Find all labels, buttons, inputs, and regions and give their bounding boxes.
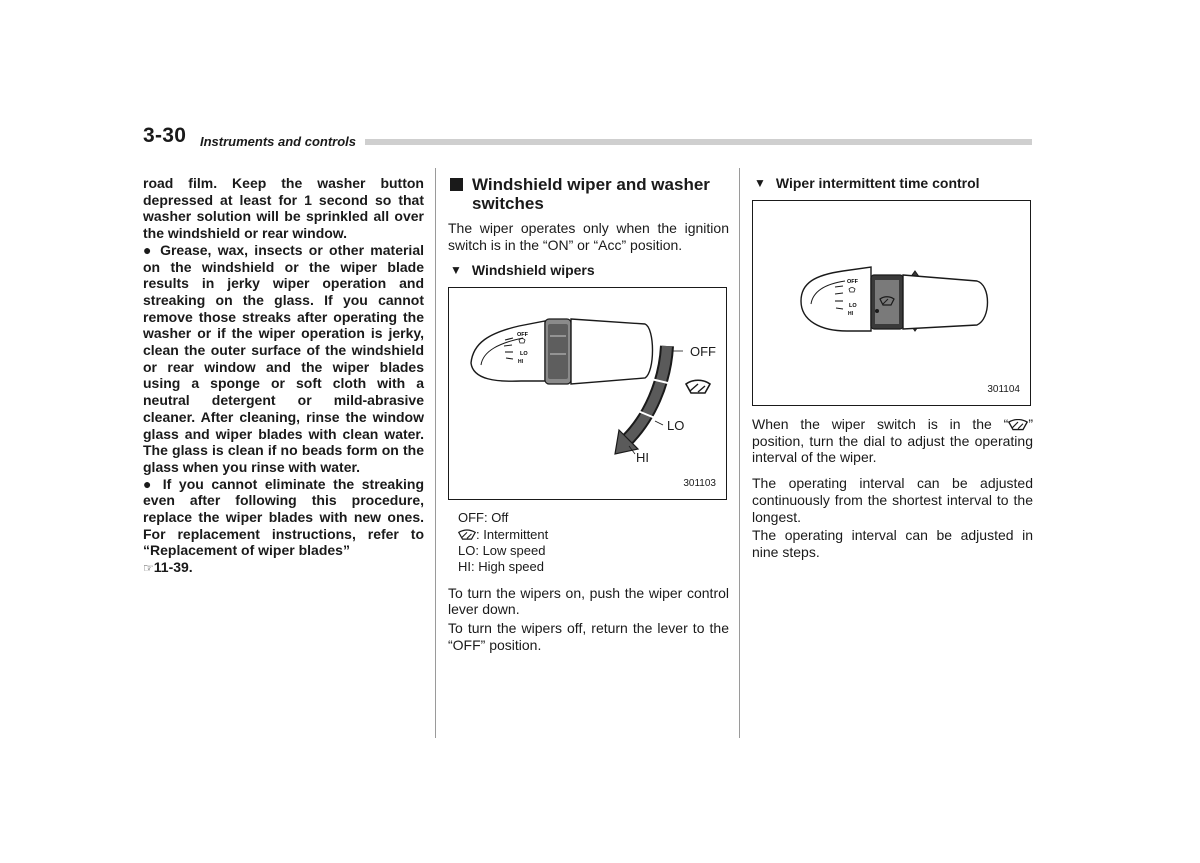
page-header <box>143 124 1032 154</box>
label-hi: HI <box>636 450 649 466</box>
mark-lo: LO <box>849 303 857 309</box>
bullet-icon: ● <box>143 241 161 258</box>
page-number: 3-30 <box>143 124 187 147</box>
intermittent-icon <box>1008 419 1028 431</box>
para-nine-steps: The operating interval can be adjusted in nine steps. <box>752 527 1033 560</box>
triangle-down-icon: ▼ <box>450 263 462 278</box>
column-2 <box>448 175 729 662</box>
label-lo: LO <box>667 418 685 434</box>
column-3 <box>752 175 1033 570</box>
legend-lo: LO: Low speed <box>458 543 546 558</box>
intermittent-symbol-icon <box>686 381 710 394</box>
subheading-intermittent-control: ▼ Wiper intermittent time control <box>754 175 980 191</box>
col1-para1: road film. Keep the washer button depressed at least for 1 second so that washer solution will be sprinkled all over the windshield or rear window. <box>143 175 424 242</box>
legend <box>458 510 729 575</box>
figure-intermittent-dial <box>752 200 1031 406</box>
mark-off: OFF <box>517 332 528 339</box>
legend-hi: HI: High speed <box>458 559 544 575</box>
col1-bullet1: ● Grease, wax, insects or other material on the windshield or the wiper blade results in jerky wiper operation and streaking on the glass. If you cannot remove those streaks after operating the washer or if the wiper operation is jerky, clean the outer surface of the windshield or rear window and the wiper blades using a sponge or soft cloth with a neutral detergent or mild-abrasive cleaner. After cleaning, rinse the window glass and wiper blades with clean water. The glass is clean if no beads form on the glass when you rinse with water. <box>143 241 424 475</box>
triangle-down-icon: ▼ <box>754 176 766 190</box>
subheading-windshield-wipers: ▼ Windshield wipers <box>450 262 595 279</box>
page-ref[interactable]: 11-39. <box>153 559 193 576</box>
mark-off: OFF <box>847 279 858 285</box>
para-wipers-on: To turn the wipers on, push the wiper control lever down. <box>448 584 729 618</box>
intermittent-icon <box>458 529 476 541</box>
legend-int: : Intermittent <box>458 527 729 543</box>
intro-text: The wiper operates only when the ignition switch is in the “ON” or “Acc” position. <box>448 220 729 253</box>
figure-code: 301104 <box>987 384 1020 395</box>
header-rule <box>365 139 1032 145</box>
mark-hi: HI <box>848 311 853 317</box>
section-heading: Windshield wiper and washer switches <box>448 175 729 213</box>
para-wipers-off: To turn the wipers off, return the lever to the “OFF” position. <box>448 620 729 653</box>
para-continuous: The operating interval can be adjusted continuously from the shortest interval to the longest. <box>752 475 1033 525</box>
page-ref-icon: ☞ <box>143 561 154 576</box>
mark-hi: HI <box>518 359 523 366</box>
bullet-icon: ● <box>143 475 163 492</box>
figure-wiper-lever <box>448 287 727 500</box>
intermittent-dial-illustration <box>753 201 1030 405</box>
legend-off: OFF: Off <box>458 510 509 526</box>
label-off: OFF <box>690 344 716 360</box>
figure-code: 301103 <box>683 478 716 490</box>
column-divider-2 <box>739 168 740 738</box>
mark-lo: LO <box>520 351 528 358</box>
col1-bullet2: ● If you cannot eliminate the streaking even after following this procedure, replace the wiper blades with new ones. For replacement instructions, refer to “Replacement of wiper blades” ☞11-39. <box>143 475 424 576</box>
wiper-lever-illustration <box>449 288 726 499</box>
column-divider-1 <box>435 168 436 738</box>
square-bullet-icon <box>450 178 463 191</box>
section-title: Instruments and controls <box>200 134 357 149</box>
column-1 <box>143 175 424 577</box>
para-dial: When the wiper switch is in the “ ” position, turn the dial to adjust the operating interval of the wiper. <box>752 416 1033 466</box>
